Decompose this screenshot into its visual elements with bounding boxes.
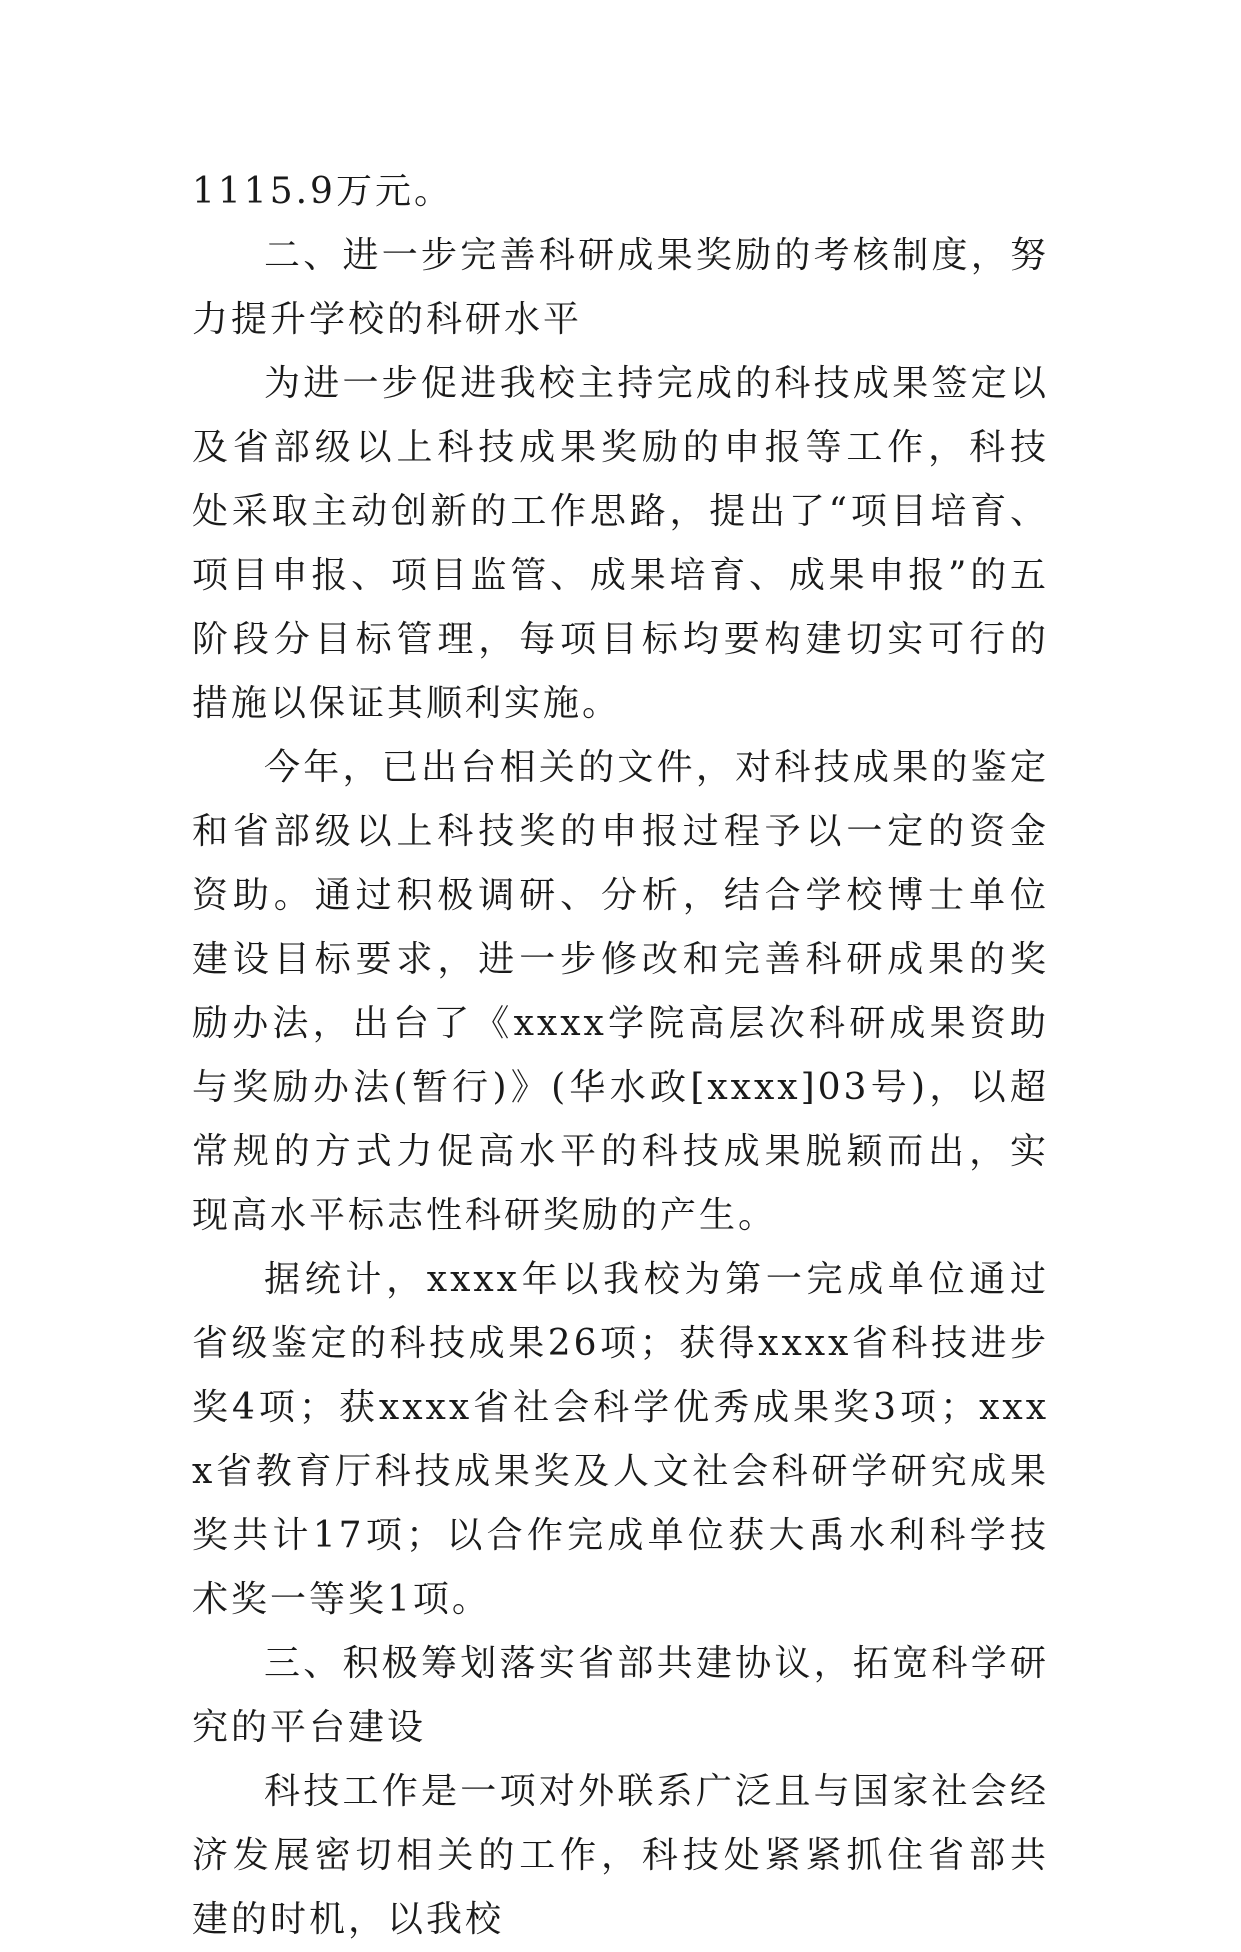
- section-heading-three: 三、积极筹划落实省部共建协议，拓宽科学研究的平台建设: [192, 1643, 1049, 1748]
- paragraph-body: 科技工作是一项对外联系广泛且与国家社会经济发展密切相关的工作，科技处紧紧抓住省部共建的时机，以我校: [192, 1771, 1049, 1940]
- paragraph-continuation: 1115.9万元。: [192, 171, 453, 212]
- paragraph-body: 今年，已出台相关的文件，对科技成果的鉴定和省部级以上科技奖的申报过程予以一定的资金资助。通过积极调研、分析，结合学校博士单位建设目标要求，进一步修改和完善科研成果的奖励办法，出台了《xxxx学院高层次科研成果资助与奖励办法(暂行)》(华水政[xxxx]03号)，以超常规的方式力促高水平的科技成果脱颖而出，实现高水平标志性科研奖励的产生。: [192, 747, 1049, 1236]
- section-heading-two: 二、进一步完善科研成果奖励的考核制度，努力提升学校的科研水平: [192, 235, 1049, 340]
- paragraph-body: 为进一步促进我校主持完成的科技成果签定以及省部级以上科技成果奖励的申报等工作，科技处采取主动创新的工作思路，提出了“项目培育、项目申报、项目监管、成果培育、成果申报”的五阶段分目标管理，每项目标均要构建切实可行的措施以保证其顺利实施。: [192, 363, 1049, 724]
- document-page: [192, 160, 1049, 1952]
- paragraph-body: 据统计，xxxx年以我校为第一完成单位通过省级鉴定的科技成果26项；获得xxxx省科技进步奖4项；获xxxx省社会科学优秀成果奖3项；xxxx省教育厅科技成果奖及人文社会科研学研究成果奖共计17项；以合作完成单位获大禹水利科学技术奖一等奖1项。: [192, 1259, 1049, 1620]
